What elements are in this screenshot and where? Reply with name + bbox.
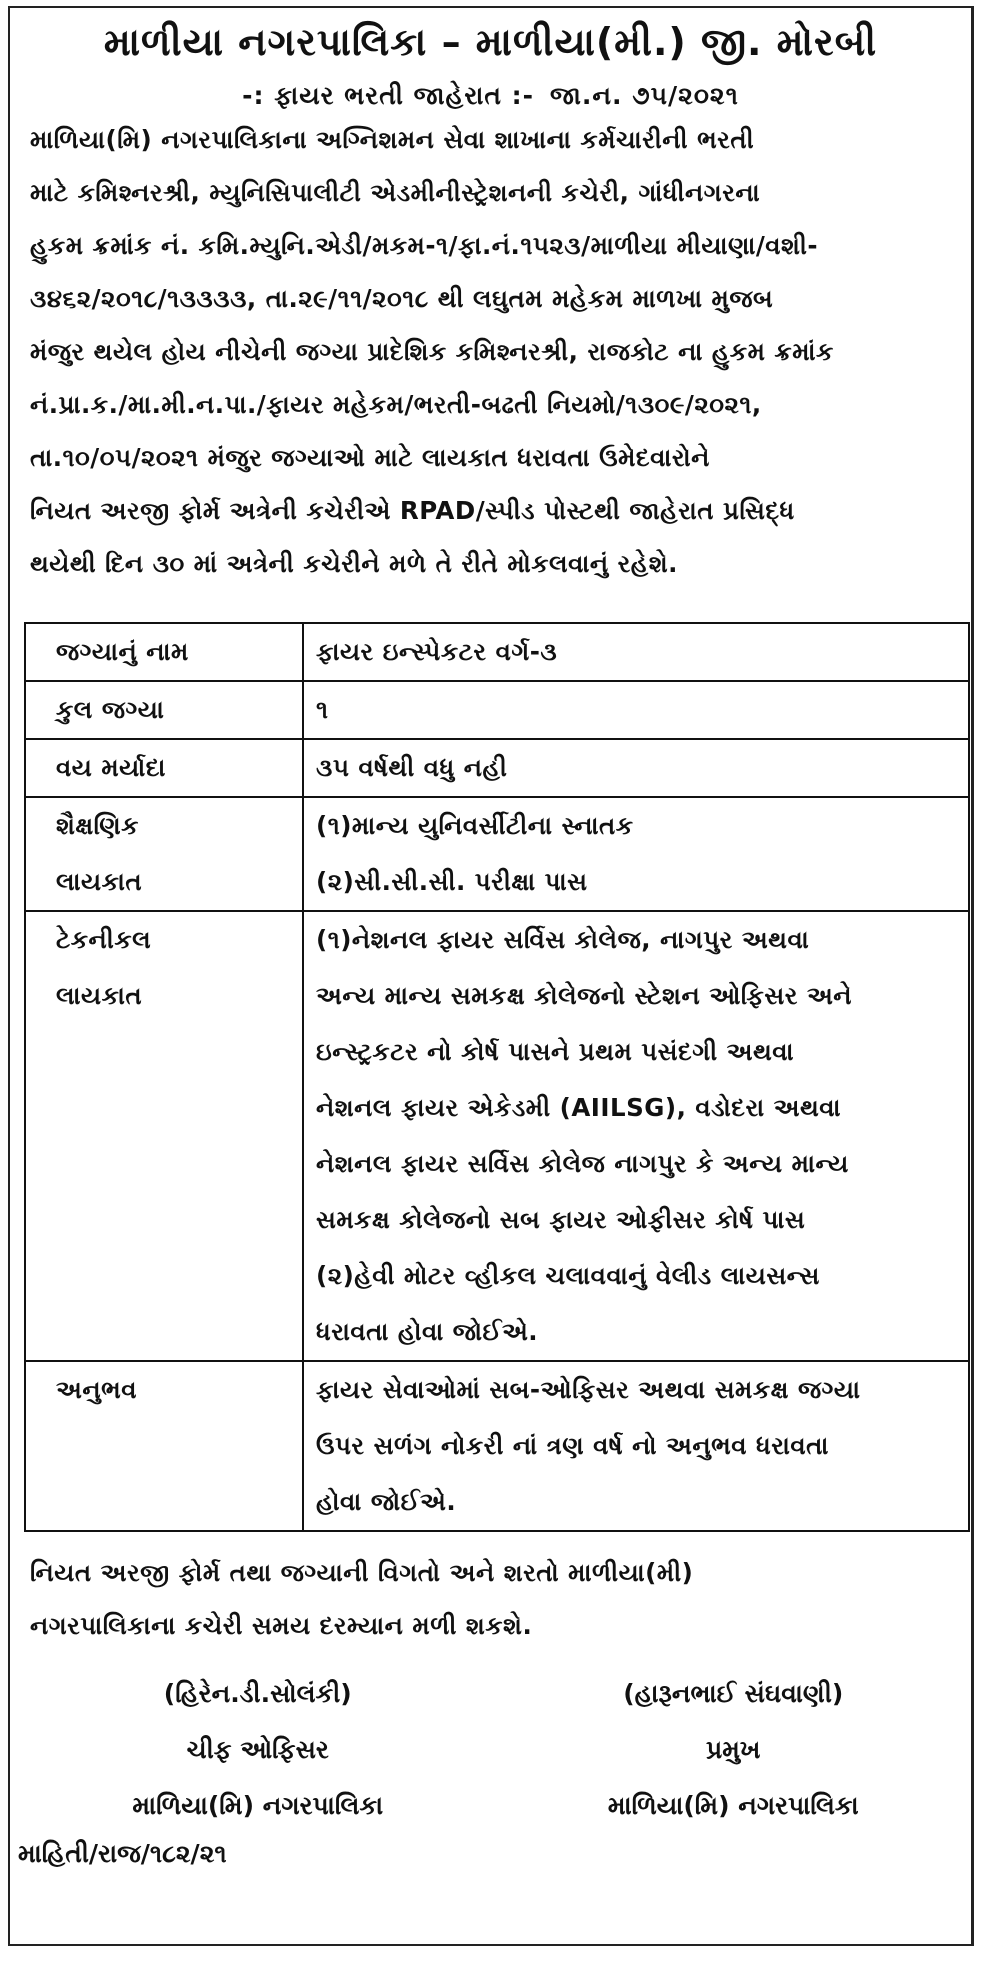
signatory-president [496,1666,972,1834]
signatory-designation: પ્રમુખ [706,1735,761,1764]
advertisement-page [8,6,974,1946]
row-value [303,681,969,739]
intro-line: નિયત અરજી ફોર્મ અત્રેની કચેરીએ RPAD/સ્પીડ પોસ્ટથી જાહેરાત પ્રસિદ્ધ [30,496,795,525]
advertisement-number: જા.ન. ૭૫/૨૦૨૧ [550,81,739,110]
table-row-age-limit [25,739,969,797]
intro-line: થયેથી દિન ૩૦ માં અત્રેની કચેરીને મળે તે રીતે મોકલવાનું રહેશે. [30,549,678,578]
row-value-text: (૨)હેવી મોટર વ્હીકલ ચલાવવાનું વેલીડ લાયસન્સ [316,1261,820,1290]
footer-note [30,1546,953,1652]
row-label [25,739,303,797]
signatory-office: માળિયા(મિ) નગરપાલિકા [132,1791,384,1820]
row-label-text: કુલ જગ્યા [56,695,165,724]
row-label [25,623,303,681]
row-value-text: (૨)સી.સી.સી. પરીક્ષા પાસ [316,867,588,896]
row-label [25,797,303,911]
row-value-text: અન્ય માન્ય સમકક્ષ કોલેજનો સ્ટેશન ઓફિસર અને [316,981,853,1010]
signatory-name: (હિરેન.ડી.સોલંકી) [163,1679,352,1708]
table-row-experience [25,1361,969,1531]
intro-line: હુકમ ક્રમાંક નં. કમિ.મ્યુનિ.એડી/મકમ-૧/ફા.નં.૧૫૨૩/માળીયા મીયાણા/વશી- [30,231,819,260]
row-value-text: ફાયર સેવાઓમાં સબ-ઓફિસર અથવા સમકક્ષ જગ્યા [316,1375,861,1404]
row-value-text: ઇન્સ્ટ્રકટર નો કોર્ષ પાસને પ્રથમ પસંદગી અથવા [316,1037,795,1066]
row-value [303,797,969,911]
intro-line: મંજુર થયેલ હોય નીચેની જગ્યા પ્રાદેશિક કમિશ્નરશ્રી, રાજકોટ ના હુકમ ક્રમાંક [30,337,834,366]
row-label [25,1361,303,1531]
page-title: માળીયા નગરપાલિકા – માળીયા(મી.) જી. મોરબી [103,20,878,64]
row-value-text: ૩૫ વર્ષથી વધુ નહી [316,753,508,782]
advertisement-heading [10,81,971,111]
advertisement-heading-text: -: ફાયર ભરતી જાહેરાત :- [242,81,535,110]
table-row-post-name [25,623,969,681]
row-label-text: જગ્યાનું નામ [56,637,189,666]
signatory-name: (હારૂનભાઈ સંઘવાણી) [623,1679,844,1708]
row-label-text: લાયકાત [56,867,143,896]
row-label-text: ટેકનીકલ [56,925,152,954]
row-label-text: અનુભવ [56,1375,137,1404]
row-label [25,911,303,1361]
row-value [303,623,969,681]
row-value-text: નેશનલ ફાયર સર્વિસ કોલેજ નાગપુર કે અન્ય માન્ય [316,1149,849,1178]
table-row-education [25,797,969,911]
intro-line: ૩૪૬૨/૨૦૧૮/૧૩૩૩૩, તા.૨૯/૧૧/૨૦૧૮ થી લઘુતમ મહેકમ માળખા મુજબ [30,284,774,313]
intro-paragraph [30,113,953,590]
row-value [303,1361,969,1531]
row-value [303,911,969,1361]
row-label-text: વય મર્યાદા [56,753,166,782]
row-label [25,681,303,739]
row-label-text: શૈક્ષણિક [56,811,139,840]
table-row-technical [25,911,969,1361]
signatory-designation: ચીફ ઓફિસર [186,1735,329,1764]
row-label-text: લાયકાત [56,981,143,1010]
row-value-text: સમકક્ષ કોલેજનો સબ ફાયર ઓફીસર કોર્ષ પાસ [316,1205,806,1234]
row-value-text: ૧ [316,695,329,724]
row-value-text: હોવા જોઈએ. [316,1487,457,1516]
intro-line: માળિયા(મિ) નગરપાલિકાના અગ્નિશમન સેવા શાખાના કર્મચારીની ભરતી [30,125,755,154]
signatory-chief-officer [10,1666,496,1834]
row-value-text: (૧)નેશનલ ફાયર સર્વિસ કોલેજ, નાગપુર અથવા [316,925,810,954]
row-value-text: (૧)માન્ય યુનિવર્સીટીના સ્નાતક [316,811,634,840]
table-row-total-posts [25,681,969,739]
row-value-text: ફાયર ઇન્સ્પેકટર વર્ગ-૩ [316,637,558,666]
signatories [10,1666,971,1834]
signatory-office: માળિયા(મિ) નગરપાલિકા [607,1791,859,1820]
footer-line: નગરપાલિકાના કચેરી સમય દરમ્યાન મળી શકશે. [30,1611,533,1640]
footer-line: નિયત અરજી ફોર્મ તથા જગ્યાની વિગતો અને શરતો માળીયા(મી) [30,1558,694,1587]
row-value [303,739,969,797]
intro-line: તા.૧૦/૦૫/૨૦૨૧ મંજુર જગ્યાઓ માટે લાયકાત ધરાવતા ઉમેદવારોને [30,443,710,472]
vacancy-details-table [24,622,970,1532]
intro-line: માટે કમિશ્નરશ્રી, મ્યુનિસિપાલીટી એડમીનીસ્ટ્રેશનની કચેરી, ગાંધીનગરના [30,178,761,207]
reference-number: માહિતી/રાજ/૧૮૨/૨૧ [18,1839,227,1868]
row-value-text: ઉપર સળંગ નોકરી નાં ત્રણ વર્ષ નો અનુભવ ધરાવતા [316,1431,829,1460]
intro-line: નં.પ્રા.ક./મા.મી.ન.પા./ફાયર મહેકમ/ભરતી-બઢતી નિયમો/૧૩૦૯/૨૦૨૧, [30,390,762,419]
row-value-text: ધરાવતા હોવા જોઈએ. [316,1317,539,1346]
row-value-text: નેશનલ ફાયર એકેડમી (AIILSG), વડોદરા અથવા [316,1093,842,1122]
